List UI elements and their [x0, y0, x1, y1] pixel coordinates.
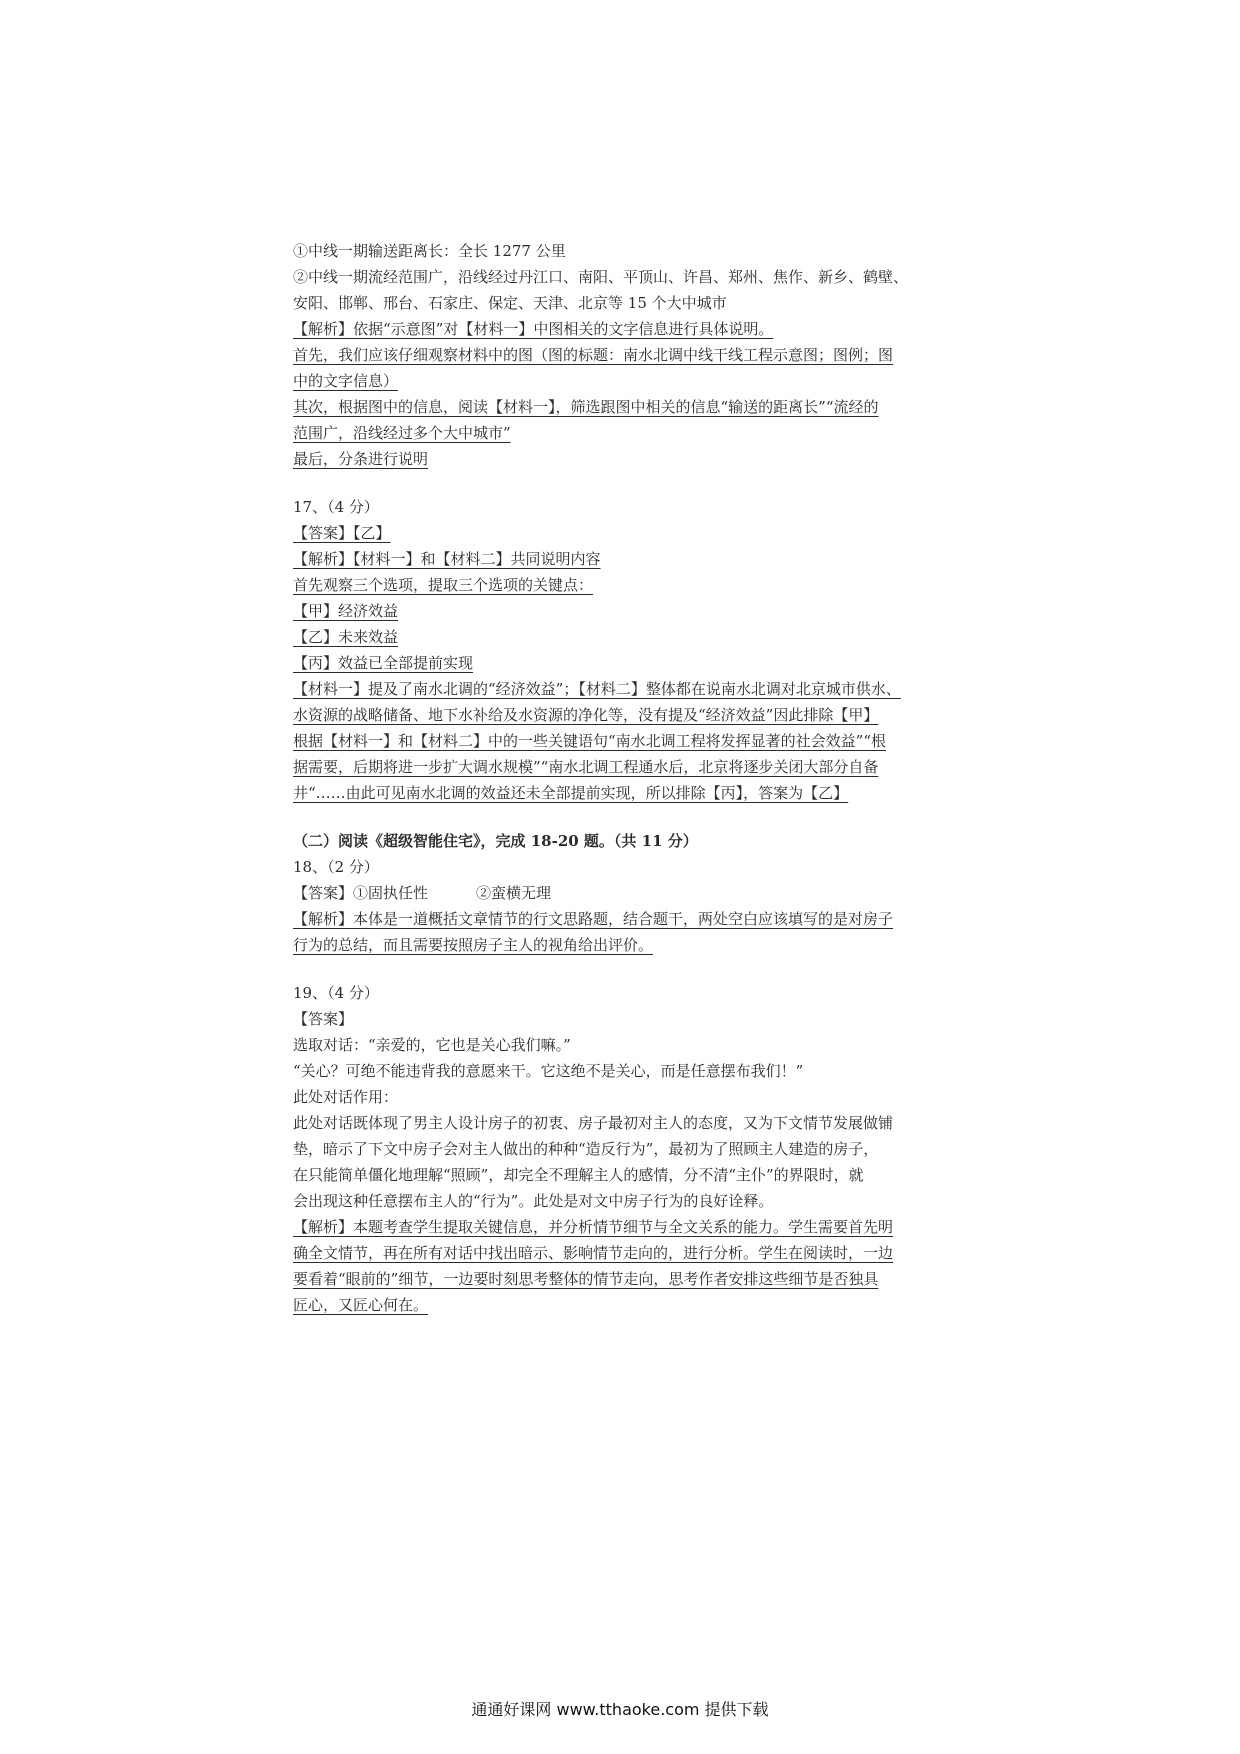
analysis-line: 范围广，沿线经过多个大中城市” [293, 424, 511, 442]
point-2-line-2: 安阳、邯郸、邢台、石家庄、保定、天津、北京等 15 个大中城市 [293, 294, 727, 312]
point-2-line-1: ②中线一期流经范围广，沿线经过丹江口、南阳、平顶山、许昌、郑州、焦作、新乡、鹤壁、 [293, 268, 909, 286]
analysis-line: 据需要，后期将进一步扩大调水规模”“南水北调工程通水后，北京将逐步关闭大部分自备 [293, 758, 879, 776]
analysis-line: 【解析】本体是一道概括文章情节的行文思路题，结合题干，两处空白应该填写的是对房子 [293, 910, 894, 928]
analysis-line: 匠心，又匠心何在。 [293, 1296, 429, 1314]
analysis-line: 行为的总结，而且需要按照房子主人的视角给出评价。 [293, 936, 654, 954]
question-17-heading: 17、（4 分） [293, 498, 379, 516]
option-yi: 【乙】未来效益 [293, 628, 399, 646]
question-19-heading: 19、（4 分） [293, 984, 379, 1002]
answer-text-line: 此处对话作用： [293, 1088, 399, 1106]
analysis-line: 水资源的战略储备、地下水补给及水资源的净化等，没有提及“经济效益”因此排除【甲】 [293, 706, 879, 724]
analysis-line: 【材料一】提及了南水北调的“经济效益”；【材料二】整体都在说南水北调对北京城市供水、 [293, 680, 901, 698]
question-18-heading: 18、（2 分） [293, 858, 379, 876]
answer-text-line: 此处对话既体现了男主人设计房子的初衷、房子最初对主人的态度，又为下文情节发展做铺 [293, 1114, 894, 1132]
part-2-heading: （二）阅读《超级智能住宅》，完成 18-20 题。（共 11 分） [293, 832, 698, 850]
point-1: ①中线一期输送距离长：全长 1277 公里 [293, 242, 566, 260]
answer-part-2: ②蛮横无理 [476, 884, 552, 902]
analysis-line: 最后，分条进行说明 [293, 450, 429, 468]
analysis-line: 根据【材料一】和【材料二】中的一些关键语句“南水北调工程将发挥显著的社会效益”“根 [293, 732, 887, 750]
analysis-line: 首先观察三个选项，提取三个选项的关键点： [293, 576, 594, 594]
analysis-line: 首先，我们应该仔细观察材料中的图（图的标题：南水北调中线干线工程示意图；图例；图 [293, 346, 894, 364]
option-jia: 【甲】经济效益 [293, 602, 399, 620]
answer-label: 【答案】 [293, 1010, 354, 1028]
section-17 [293, 494, 1005, 806]
analysis-line: 【解析】【材料一】和【材料二】共同说明内容 [293, 550, 601, 568]
analysis-line: 要看着“眼前的”细节，一边要时刻思考整体的情节走向，思考作者安排这些细节是否独具 [293, 1270, 879, 1288]
analysis-line: 确全文情节，再在所有对话中找出暗示、影响情节走向的，进行分析。学生在阅读时，一边 [293, 1244, 894, 1262]
answer-part-1: 【答案】①固执任性 [293, 884, 429, 902]
answer-text-line: 在只能简单僵化地理解“照顾”，却完全不理解主人的感情，分不清“主仆”的界限时，就 [293, 1166, 864, 1184]
answer-line: 【答案】【乙】 [293, 524, 391, 542]
analysis-line: 【解析】依据“示意图”对【材料一】中图相关的文字信息进行具体说明。 [293, 320, 774, 338]
page-content [293, 238, 1005, 1318]
analysis-line: 【解析】本题考查学生提取关键信息，并分析情节细节与全文关系的能力。学生需要首先明 [293, 1218, 894, 1236]
answer-text-line: 选取对话：“亲爱的，它也是关心我们嘛。” [293, 1036, 571, 1054]
footer-watermark: 通通好课网 www.tthaoke.com 提供下载 [471, 1700, 769, 1719]
analysis-line: 井“……由此可见南水北调的效益还未全部提前实现，所以排除【丙】，答案为【乙】 [293, 784, 849, 802]
section-16-continued [293, 238, 1005, 472]
answer-text-line: 垫，暗示了下文中房子会对主人做出的种种“造反行为”，最初为了照顾主人建造的房子， [293, 1140, 879, 1158]
section-18 [293, 854, 1005, 958]
analysis-line: 中的文字信息） [293, 372, 399, 390]
answer-text-line: 会出现这种任意摆布主人的“行为”。此处是对文中房子行为的良好诠释。 [293, 1192, 774, 1210]
section-19 [293, 980, 1005, 1318]
answer-line [293, 880, 1005, 906]
option-bing: 【丙】效益已全部提前实现 [293, 654, 474, 672]
analysis-line: 其次，根据图中的信息，阅读【材料一】，筛选跟图中相关的信息“输送的距离长”“流经的 [293, 398, 879, 416]
answer-text-line: “关心？可绝不能违背我的意愿来干。它这绝不是关心，而是任意摆布我们！” [293, 1062, 804, 1080]
